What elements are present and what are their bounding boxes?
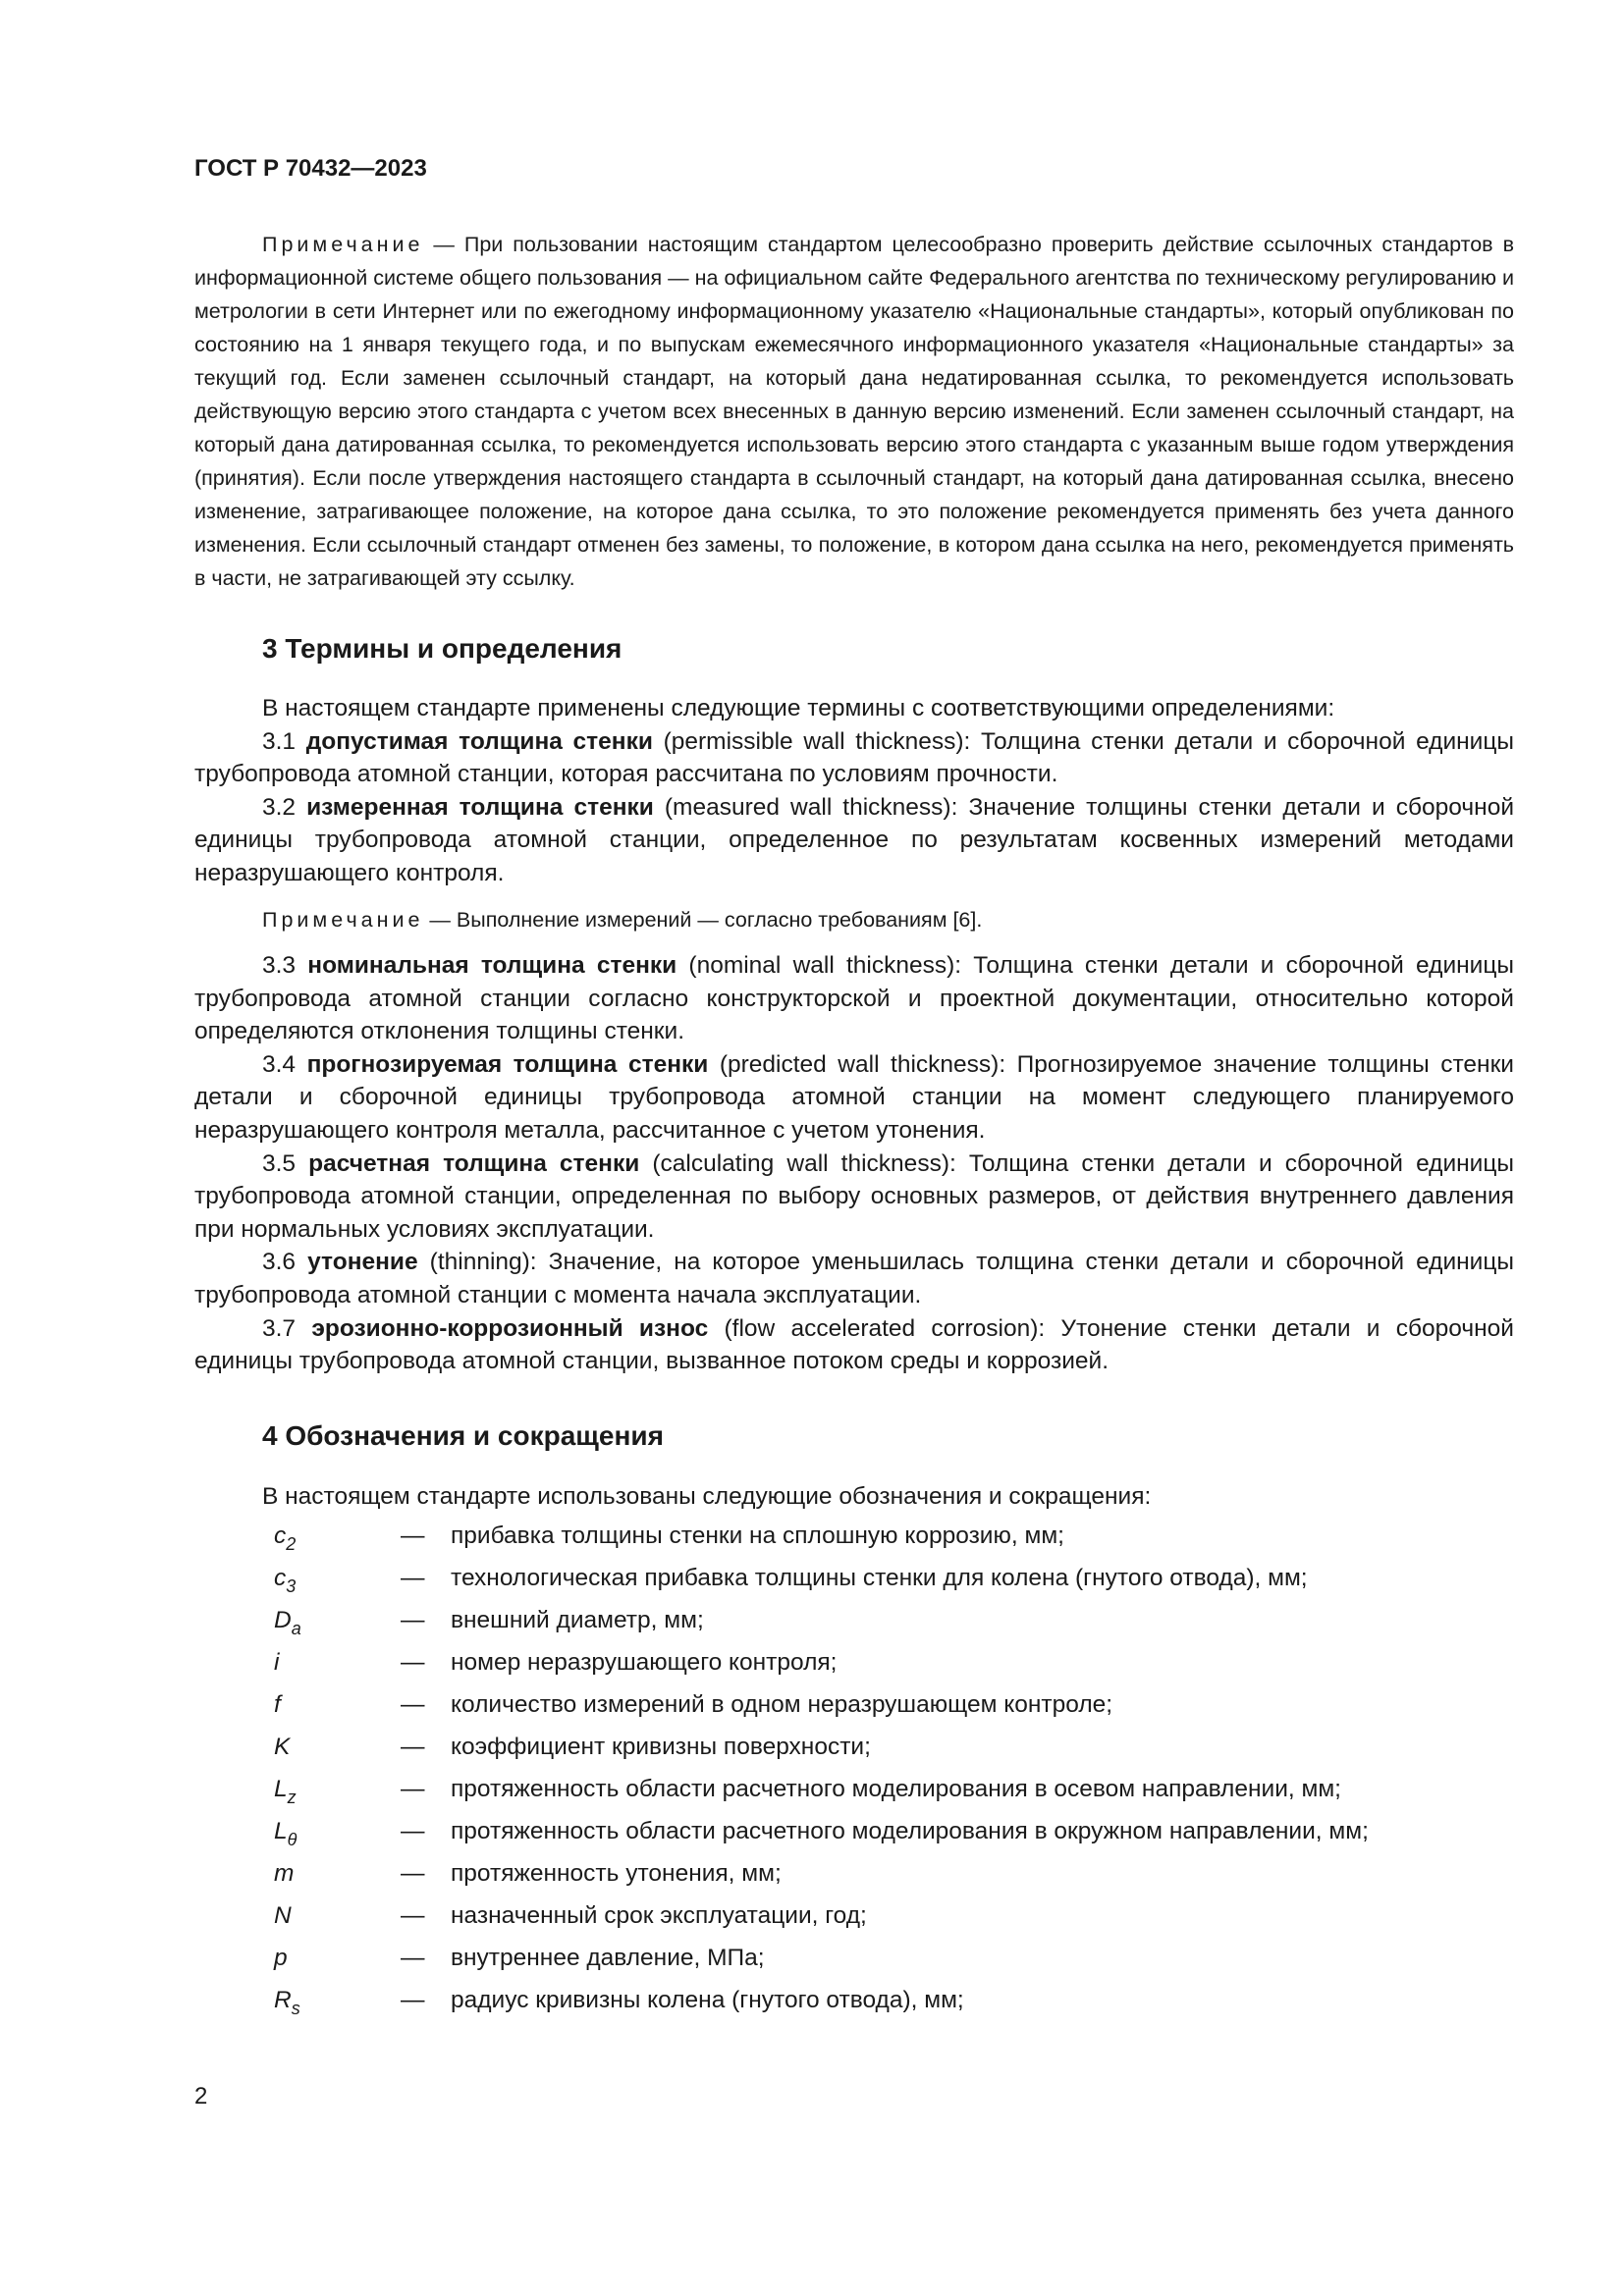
symbol-row [194,1818,1514,1860]
symbol-row [194,1776,1514,1818]
symbol-description: протяженность области расчетного моделирования в окружном направлении, мм; [451,1818,1369,1844]
section-4-intro: В настоящем стандарте использованы следующие обозначения и сокращения: [262,1483,1152,1510]
symbol: $L_z$ [274,1776,297,1807]
dash: — [401,1607,425,1633]
symbol-row [194,1734,1514,1776]
dash: — [401,1818,425,1844]
symbol: m [274,1860,295,1887]
term-3-7: 3.7 эрозионно-коррозионный износ (flow accelerated corrosion): Утонение стенки детали и сборочной единицы трубопровода атомной станции, вызванное потоком среды и коррозией. [194,1314,1514,1375]
term-3-1: 3.1 допустимая толщина стенки (permissible wall thickness): Толщина стенки детали и сборочной единицы трубопровода атомной станции, которая рассчитана по условиям прочности. [194,727,1514,788]
dash: — [401,1902,425,1929]
term-3-2: 3.2 измеренная толщина стенки (measured wall thickness): Значение толщины стенки детали и сборочной единицы трубопровода атомной станции, определенное по результатам косвенных измерений методами неразрушающего контроля. [194,793,1514,886]
note-text: — При пользовании настоящим стандартом целесообразно проверить действие ссылочных стандартов в информационной системе общего пользования — на официальном сайте Федерального агентства по техническому регулированию и метрологии в сети Интернет или по ежегодному информационному указателю «Национальные стандарты», который опубликован по состоянию на 1 января текущего года, и по выпускам ежемесячного информационного указателя «Национальные стандарты» за текущий год. Если заменен ссылочный стандарт, на который дана недатированная ссылка, то рекомендуется использовать действующую версию этого стандарта с учетом всех внесенных в данную версию изменений. Если заменен ссылочный стандарт, на который дана датированная ссылка, то рекомендуется использовать версию этого стандарта с указанным выше годом утверждения (принятия). Если после утверждения настоящего стандарта в ссылочный стандарт, на который дана датированная ссылка, внесено изменение, затрагивающее положение, на которое дана ссылка, то это положение рекомендуется применять без учета данного изменения. Если ссылочный стандарт отменен без замены, то положение, в котором дана ссылка на него, рекомендуется применять в части, не затрагивающей эту ссылку. [194,233,1514,590]
dash: — [401,1776,425,1802]
symbol: f [274,1691,281,1718]
term-3-4: 3.4 прогнозируемая толщина стенки (predicted wall thickness): Прогнозируемое значение толщины стенки детали и сборочной единицы трубопровода атомной станции на момент следующего планируемого неразрушающего контроля металла, рассчитанное с учетом утонения. [194,1050,1514,1144]
note-references [194,228,1514,595]
dash: — [401,1691,425,1718]
symbol-row [194,1945,1514,1987]
symbol: $R_s$ [274,1987,300,2018]
dash: — [401,1522,425,1549]
symbol: $D_a$ [274,1607,301,1638]
section-3-intro: В настоящем стандарте применены следующие термины с соответствующими определениями: [262,695,1335,721]
symbol-description: радиус кривизны колена (гнутого отвода), мм; [451,1987,964,2013]
section-3-heading: 3 Термины и определения [262,633,623,664]
symbol-row [194,1987,1514,2029]
symbol-description: номер неразрушающего контроля; [451,1649,838,1676]
symbol-row [194,1691,1514,1734]
symbol-row [194,1607,1514,1649]
symbol-description: технологическая прибавка толщины стенки для колена (гнутого отвода), мм; [451,1565,1308,1591]
page-number: 2 [194,2083,208,2109]
section-4-heading: 4 Обозначения и сокращения [262,1420,664,1451]
dash: — [401,1945,425,1971]
term-note: Примечание — Выполнение измерений — согласно требованиям [6]. [262,908,983,932]
section-3-part1 [194,692,1514,890]
symbol: N [274,1902,292,1929]
symbol-row [194,1860,1514,1902]
section-3-part2 [194,949,1514,1378]
dash: — [401,1649,425,1676]
symbol-list [194,1522,1514,2029]
symbol: i [274,1649,280,1676]
symbol-description: внутреннее давление, МПа; [451,1945,765,1971]
symbol-description: протяженность утонения, мм; [451,1860,782,1887]
symbol: p [274,1945,288,1971]
symbol-description: назначенный срок эксплуатации, год; [451,1902,867,1929]
symbol-row [194,1522,1514,1565]
dash: — [401,1860,425,1887]
symbol-description: прибавка толщины стенки на сплошную коррозию, мм; [451,1522,1064,1549]
symbol: K [274,1734,291,1760]
term-3-3: 3.3 номинальная толщина стенки (nominal wall thickness): Толщина стенки детали и сборочной единицы трубопровода атомной станции согласно конструкторской и проектной документации, относительно которой определяются отклонения толщины стенки. [194,952,1514,1045]
symbol-row [194,1649,1514,1691]
symbol: $c_2$ [274,1522,297,1554]
dash: — [401,1565,425,1591]
symbol-description: внешний диаметр, мм; [451,1607,704,1633]
symbol: $c_3$ [274,1565,297,1596]
term-3-6: 3.6 утонение (thinning): Значение, на которое уменьшилась толщина стенки детали и сборочной единицы трубопровода атомной станции с момента начала эксплуатации. [194,1249,1514,1308]
document-code: ГОСТ Р 70432—2023 [194,155,427,182]
note-label: Примечание [262,233,424,256]
symbol: $L_\theta$ [274,1818,298,1849]
symbol-row [194,1565,1514,1607]
term-3-5: 3.5 расчетная толщина стенки (calculating wall thickness): Толщина стенки детали и сборочной единицы трубопровода атомной станции, определенная по выбору основных размеров, от действия внутреннего давления при нормальных условиях эксплуатации. [194,1149,1514,1243]
symbol-description: количество измерений в одном неразрушающем контроле; [451,1691,1113,1718]
dash: — [401,1987,425,2013]
symbol-description: протяженность области расчетного моделирования в осевом направлении, мм; [451,1776,1341,1802]
symbol-row [194,1902,1514,1945]
symbol-description: коэффициент кривизны поверхности; [451,1734,871,1760]
dash: — [401,1734,425,1760]
